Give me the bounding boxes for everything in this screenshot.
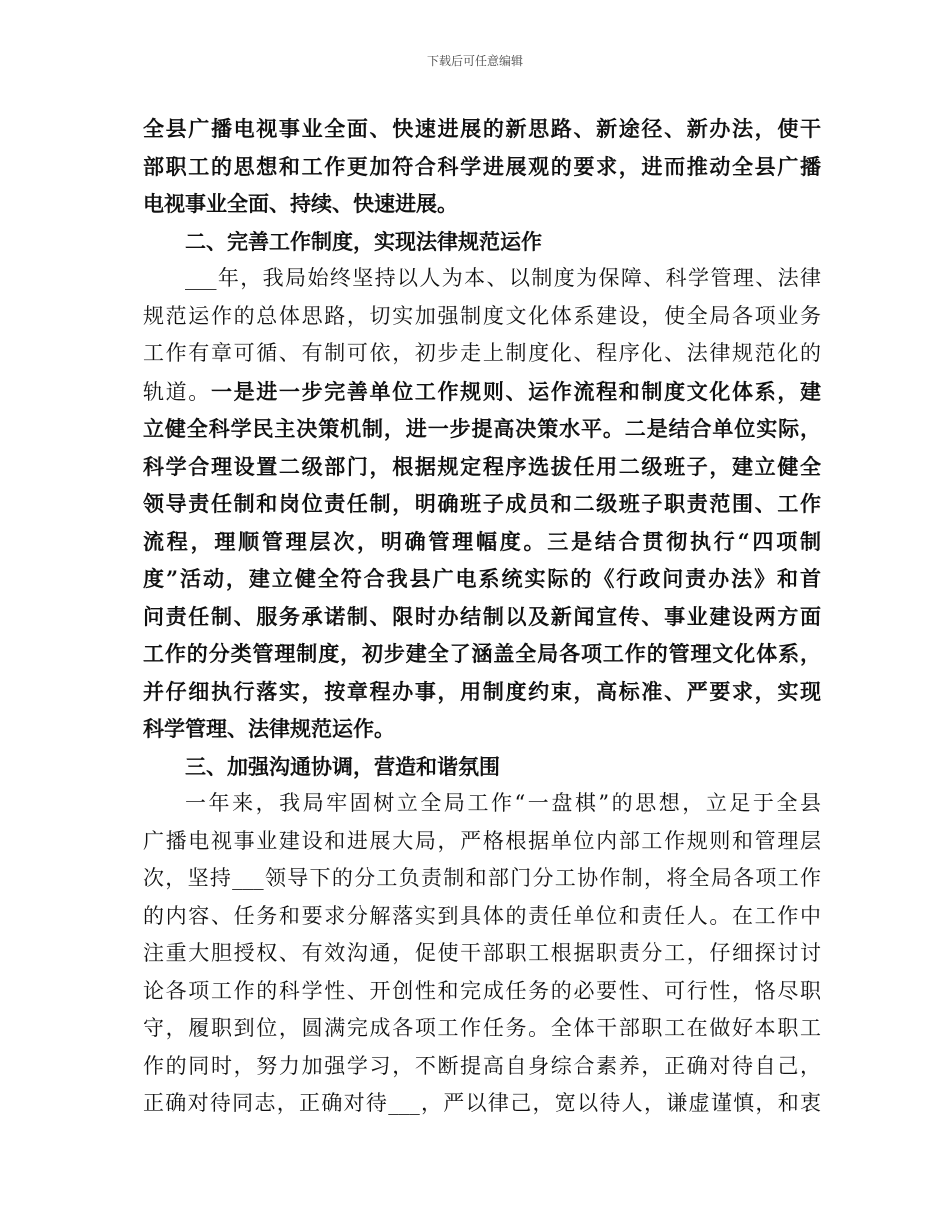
paragraph-line: 广播电视事业建设和进展大局，严格根据单位内部工作规则和管理层: [143, 828, 821, 853]
page-header: 下载后可任意编辑: [426, 54, 523, 68]
document-body: [143, 110, 821, 1123]
paragraph-line: 作的同时，努力加强学习，不断提高自身综合素养，正确对待自己，: [143, 1053, 821, 1078]
paragraph-line: 一年来，我局牢固树立全局工作“一盘棋”的思想，立足于全县: [185, 791, 821, 815]
paragraph-line: 注重大胆授权、有效沟通，促使干部职工根据职责分工，仔细探讨讨: [143, 941, 821, 965]
paragraph-line: 度”活动，建立健全符合我县广电系统实际的《行政问责办法》和首: [143, 566, 821, 591]
paragraph-line: 并仔细执行落实，按章程办事，用制度约束，高标准、严要求，实现: [143, 678, 821, 704]
paragraph-line: ___年，我局始终坚持以人为本、以制度为保障、科学管理、法律: [185, 266, 821, 290]
paragraph-line: 电视事业全面、持续、快速进展。: [143, 191, 458, 216]
paragraph-line: 部职工的思想和工作更加符合科学进展观的要求，进而推动全县广播: [143, 153, 821, 179]
paragraph-line: [143, 373, 821, 411]
paragraph-line: 全县广播电视事业全面、快速进展的新思路、新途径、新办法，使干: [143, 116, 821, 141]
paragraph-line: 次，坚持___领导下的分工负责制和部门分工协作制，将全局各项工作: [143, 866, 821, 890]
paragraph-line: 工作的分类管理制度，初步建全了涵盖全局各项工作的管理文化体系，: [143, 641, 821, 666]
paragraph-line: 的内容、任务和要求分解落实到具体的责任单位和责任人。在工作中: [143, 903, 821, 928]
paragraph-line: 问责任制、服务承诺制、限时办结制以及新闻宣传、事业建设两方面: [143, 603, 821, 629]
paragraph-line: 科学合理设置二级部门，根据规定程序选拔任用二级班子，建立健全: [143, 453, 821, 479]
paragraph-line: 守，履职到位，圆满完成各项工作任务。全体干部职工在做好本职工: [143, 1016, 821, 1040]
paragraph-line: 正确对待同志，正确对待___，严以律己，宽以待人，谦虚谨慎，和衷: [143, 1091, 821, 1115]
section-heading: 三、加强沟通协调，营造和谐氛围: [185, 753, 500, 779]
paragraph-text-bold: 一是进一步完善单位工作规则、运作流程和制度文化体系，建: [210, 378, 822, 404]
section-heading: 二、完善工作制度，实现法律规范运作: [185, 228, 542, 254]
paragraph-line: 流程，理顺管理层次，明确管理幅度。三是结合贯彻执行“四项制: [143, 528, 821, 554]
paragraph-line: 立健全科学民主决策机制，进一步提高决策水平。二是结合单位实际，: [143, 416, 821, 441]
paragraph-text-normal: 轨道。: [143, 379, 211, 404]
paragraph-line: 论各项工作的科学性、开创性和完成任务的必要性、可行性，恪尽职: [143, 978, 821, 1003]
paragraph-line: 规范运作的总体思路，切实加强制度文化体系建设，使全局各项业务: [143, 303, 821, 328]
paragraph-line: 领导责任制和岗位责任制，明确班子成员和二级班子职责范围、工作: [143, 491, 821, 516]
paragraph-line: 工作有章可循、有制可依，初步走上制度化、程序化、法律规范化的: [143, 341, 821, 365]
paragraph-line: 科学管理、法律规范运作。: [143, 716, 395, 741]
